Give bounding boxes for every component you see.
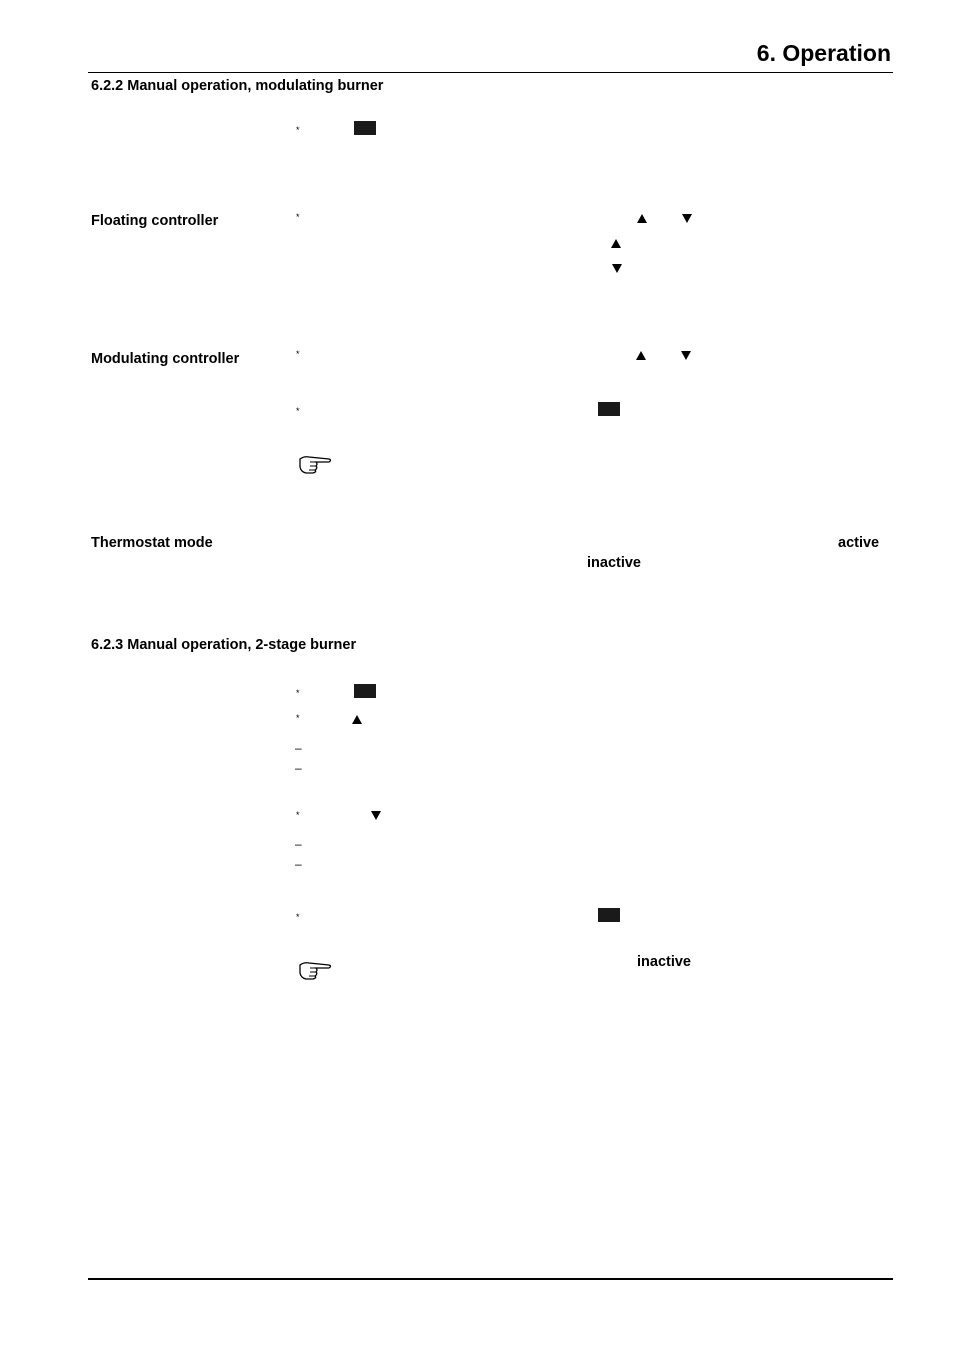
pointing-hand-icon (298, 454, 332, 476)
thermostat-mode-label: Thermostat mode (91, 535, 213, 551)
pointing-hand-icon (298, 960, 332, 982)
bullet: * (296, 406, 300, 416)
up-arrow-icon (352, 715, 362, 724)
footer-rule (88, 1278, 893, 1280)
down-arrow-icon (371, 811, 381, 820)
keyword-inactive: inactive (637, 954, 691, 970)
bullet: * (296, 810, 300, 820)
section-heading-622: 6.2.2 Manual operation, modulating burner (91, 78, 384, 94)
modulating-controller-label: Modulating controller (91, 351, 240, 367)
key-icon (354, 684, 376, 698)
dash: – (295, 761, 302, 775)
header-rule (88, 72, 893, 73)
chapter-title: 6. Operation (756, 40, 891, 66)
up-arrow-icon (637, 214, 647, 223)
bullet: * (296, 713, 300, 723)
dash: – (295, 837, 302, 851)
up-arrow-icon (611, 239, 621, 248)
key-icon (354, 121, 376, 135)
dash: – (295, 741, 302, 755)
keyword-active: active (838, 535, 880, 551)
down-arrow-icon (681, 351, 691, 360)
keyword-inactive: inactive (587, 555, 641, 571)
bullet: * (296, 912, 300, 922)
key-icon (598, 402, 620, 416)
bullet: * (296, 688, 300, 698)
down-arrow-icon (682, 214, 692, 223)
key-icon (598, 908, 620, 922)
down-arrow-icon (612, 264, 622, 273)
dash: – (295, 857, 302, 871)
floating-controller-label: Floating controller (91, 213, 219, 229)
up-arrow-icon (636, 351, 646, 360)
bullet: * (296, 125, 300, 135)
bullet: * (296, 212, 300, 222)
section-heading-623: 6.2.3 Manual operation, 2-stage burner (91, 637, 357, 653)
bullet: * (296, 349, 300, 359)
